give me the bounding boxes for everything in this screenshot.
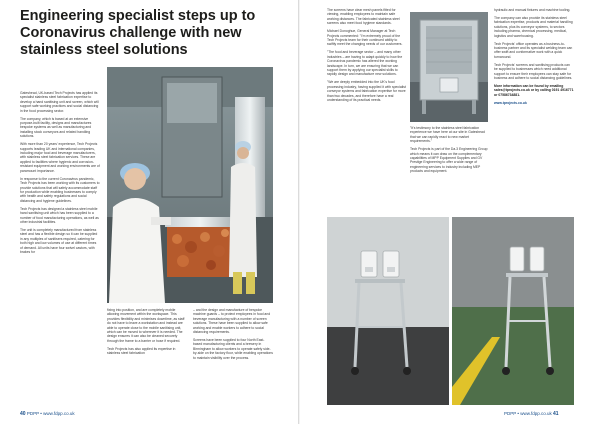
left-footer <box>20 411 75 417</box>
left-column-2 <box>107 308 187 408</box>
paragraph: hydraulic and manual fixtures and machine tooling. <box>494 8 571 12</box>
paragraph: fixing into position, and are completely mobile allowing movement within the workspace. This provides flexibility and minimises downtime, as staff do not have to leave a workstation and instead are able to operate close to the mobile sanitising unit, which can be moved to wherever it is needed. The design ensures it can also be cleaned securely through the frame to a barrier or hose if required. <box>107 308 185 343</box>
paragraph: In response to the current Coronavirus pandemic, Tech Projects has been working with its customers to provide solutions that will safely accommodate staff for production while enabling businesses to comply with health and safety regulations and social distancing and hygiene guidelines. <box>20 176 100 203</box>
factory-workers-photo <box>107 67 273 303</box>
paragraph: Tech Projects' screens and sanitising products can be supplied to businesses which need additional support to ensure their employees can stay safe for business and adhere to social distancing guidelines. <box>494 62 573 81</box>
paragraph: The unit is completely manufactured from stainless steel and has a flexible design so it can be supplied in any multiples of sanitisers required, catering for both high and low volumes of use at different times of demand. All units have four swivel castors, with brakes for <box>20 227 98 254</box>
right-column-1 <box>327 8 407 213</box>
paragraph: The company, which is based at an extensive purpose-built facility, designs and manufactures bespoke systems as well as manufacturing and installing stock conveyors and related handling solutions. <box>20 116 92 139</box>
magazine-footer: PDPP • www.fdpp.co.uk <box>26 411 75 416</box>
paragraph: Tech Projects' office operates as a business-to-business partner and its specialist welding team can offer swift and conformative work with a quick turnaround. <box>494 41 573 59</box>
machine-illustration <box>410 12 488 122</box>
paragraph: "It's testimony to the stainless steel fabrication experience we have here at our site in Gateshead that we can rapidly react to new market requirements." <box>410 126 485 144</box>
sanitiser-illustration-1 <box>327 217 449 405</box>
website-link[interactable]: www.tprojects.co.uk <box>494 100 527 105</box>
paragraph: "The food and beverage sector – and many other industries – are having to adapt quickly to how the Coronavirus pandemic has altered the working landscape. In turn, we are ensuring that we can support them by applying our specialist skills to rapidly design and manufacture new solutions. <box>327 50 403 77</box>
paragraph: With more than 20 years' experience, Tech Projects supports leading UK and international companies, including major food and beverage manufacturers, with stainless steel fabrication services. These are applied to facilities where hygienic and corrosion-resistant equipment and working environments are of paramount importance. <box>20 142 100 173</box>
sanitiser-unit-photo-2 <box>452 217 574 405</box>
paragraph: Tech Projects is part of the Da.3 Engineering Group which means it can draw on the complementary capabilities of MPP Equipment Supplies and GV Prestige Engineering to offer a wide range of engineering services to industry including MEP products and equipment. <box>410 147 488 174</box>
article-title: Engineering specialist steps up to Coronavirus challenge with new stainless steel solutions <box>20 8 256 58</box>
left-column-1 <box>20 91 100 409</box>
right-column-2 <box>410 126 488 216</box>
sanitiser-unit-top-photo <box>410 12 488 122</box>
left-column-3 <box>193 308 273 408</box>
paragraph: Michael Donoghue, General Manager at Tech Projects commented: "I'm extremely proud of the Tech Projects team for their continued ability to swiftly meet the changing needs of our customers. <box>327 29 403 47</box>
paragraph: – and the design and manufacture of bespoke machine guards – to protect employees in food and beverage manufacturing with a number of screen solutions. These have been supplied to allow safe working and enable workers to adhere to social distancing requirements. <box>193 308 271 335</box>
paragraph: Tech Projects has also applied its expertise in stainless steel fabrication <box>107 346 176 356</box>
paragraph: Gateshead, UK-based Tech Projects has applied its specialist stainless steel fabrication expertise to develop a hand sanitising unit and screen, which will support safe working practices and social distancing in the food processing sector. <box>20 91 99 113</box>
page-number: 40 <box>20 411 26 417</box>
right-page <box>300 0 600 424</box>
page-number: 41 <box>553 411 559 417</box>
contact-info: More information can be found by emailing sales@tprojects.co.uk or by calling 0191 4916771 or 07586734881. <box>494 84 574 97</box>
paragraph: "We are deeply embedded into the UK's food processing industry, having supplied it with specialist conveyor systems and fabrication expertise for more than two decades, and therefore have a real understanding of its practical needs. <box>327 80 406 103</box>
paragraph: The company can also provide its stainless steel fabrication expertise, products and material handling solutions, plus its conveyor systems, to sectors including pharma, chemical processing, medical, logistics and warehousing. <box>494 16 573 38</box>
factory-workers-illustration <box>107 67 273 303</box>
sanitiser-unit-photo-1 <box>327 217 449 405</box>
paragraph: Screens have been supplied to four North East-based manufacturing clients and a brewery in Birmingham to allow workers to operate safely side-by-side on the factory floor, while enabling operations to maintain visibility over the process. <box>193 338 273 360</box>
magazine-footer: PDPP • www.fdpp.co.uk <box>504 411 552 416</box>
sanitiser-illustration-2 <box>452 217 574 405</box>
right-footer <box>504 411 559 417</box>
paragraph: The screens have clear mesh panels fitted for viewing, enabling employees to maintain safe working distances. The fabricated stainless steel screens also meet food hygiene standards. <box>327 8 400 26</box>
right-column-3 <box>494 8 574 233</box>
paragraph: Tech Projects has designed a stainless steel mobile hand sanitising unit which has been supplied to a number of food manufacturing operations, as well as other industrial facilities. <box>20 206 99 224</box>
